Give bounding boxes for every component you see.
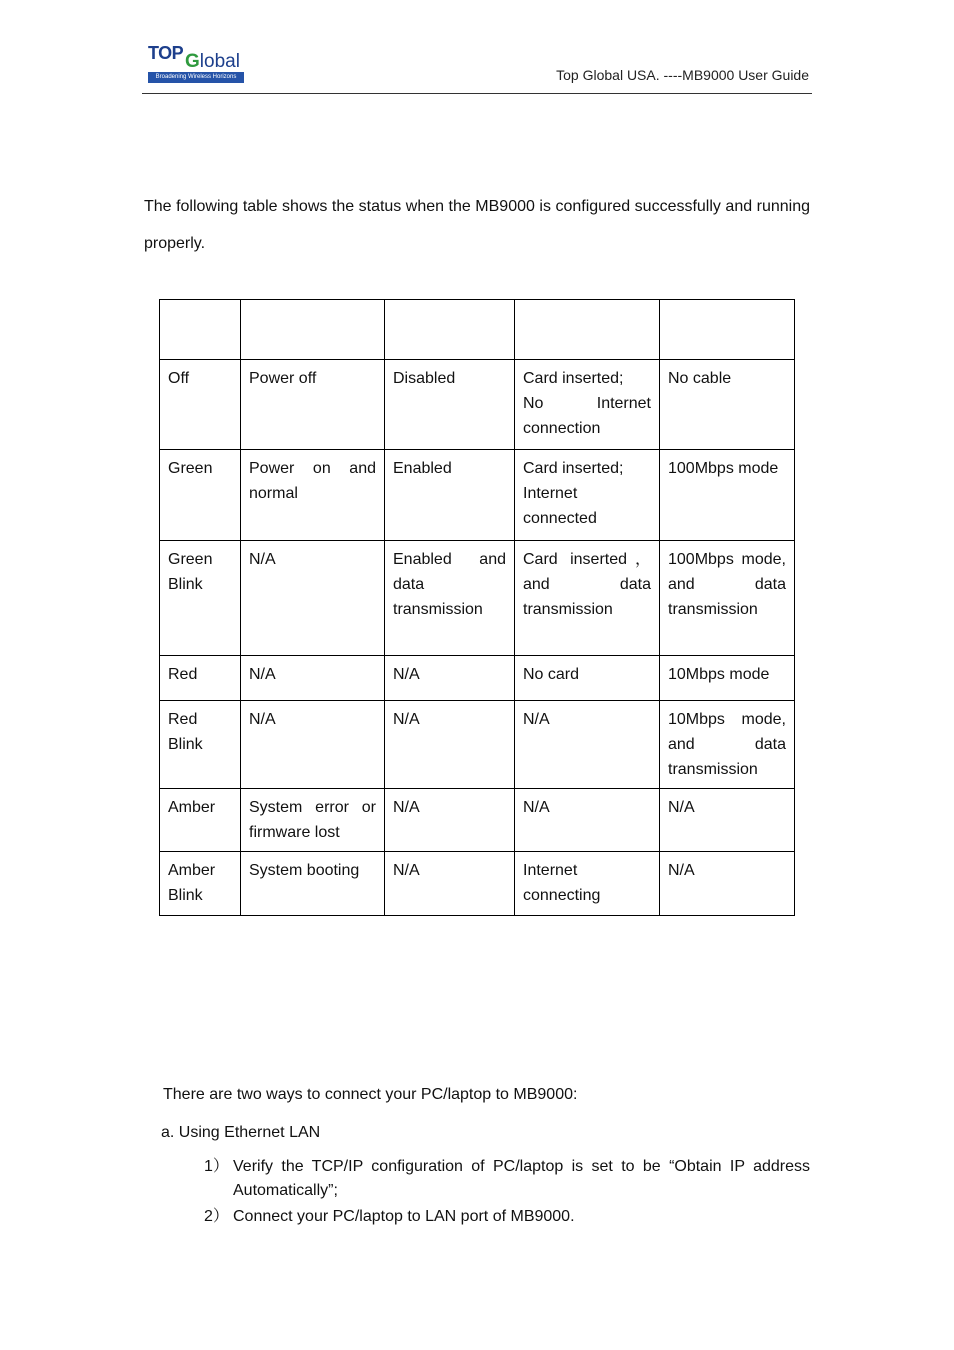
table-row	[160, 789, 795, 852]
option-a-heading: a. Using Ethernet LAN	[161, 1124, 321, 1141]
header-title: Top Global USA. ----MB9000 User Guide	[556, 67, 809, 83]
table-cell: N/A	[385, 656, 515, 701]
table-cell: Red Blink	[160, 701, 241, 789]
list-item-text: Verify the TCP/IP configuration of PC/laptop is set to be “Obtain IP address Automatically”;	[233, 1158, 810, 1199]
list-item-text: Connect your PC/laptop to LAN port of MB9000.	[233, 1208, 575, 1225]
table-cell: N/A	[660, 789, 795, 852]
logo-top-text: TOP	[148, 43, 184, 63]
table-cell: Card inserted; No Internet connection	[515, 360, 660, 450]
table-header-cell	[660, 300, 795, 360]
table-cell: Power off	[241, 360, 385, 450]
table-row	[160, 701, 795, 789]
table-cell: 10Mbps mode, and data transmission	[660, 701, 795, 789]
table-cell: N/A	[515, 701, 660, 789]
table-header-row	[160, 300, 795, 360]
table-cell: Green	[160, 450, 241, 541]
list-item-number: 1）	[204, 1158, 229, 1175]
top-global-logo	[146, 43, 246, 85]
table-cell: Off	[160, 360, 241, 450]
table-cell: 10Mbps mode	[660, 656, 795, 701]
table-row	[160, 541, 795, 656]
table-cell: Red	[160, 656, 241, 701]
table-cell: N/A	[660, 852, 795, 916]
table-cell: Internet connecting	[515, 852, 660, 916]
status-table	[159, 299, 795, 916]
table-cell: Green Blink	[160, 541, 241, 656]
table-row	[160, 360, 795, 450]
logo-tagline: Broadening Wireless Horizons	[148, 72, 244, 83]
table-cell: N/A	[241, 701, 385, 789]
table-cell: N/A	[241, 541, 385, 656]
table-cell: No cable	[660, 360, 795, 450]
table-cell: No card	[515, 656, 660, 701]
table-header-cell	[241, 300, 385, 360]
table-header-cell	[160, 300, 241, 360]
table-header-cell	[385, 300, 515, 360]
table-row	[160, 450, 795, 541]
table-header-cell	[515, 300, 660, 360]
table-cell: Enabled and data transmission	[385, 541, 515, 656]
table-cell: Card inserted， and data transmission	[515, 541, 660, 656]
list-item-number: 2）	[204, 1208, 229, 1225]
table-cell: N/A	[385, 852, 515, 916]
table-cell: N/A	[385, 789, 515, 852]
table-row	[160, 852, 795, 916]
table-cell: N/A	[241, 656, 385, 701]
table-cell: Disabled	[385, 360, 515, 450]
table-cell: Power on and normal	[241, 450, 385, 541]
intro-paragraph: The following table shows the status when the MB9000 is configured successfully and running properly.	[144, 198, 810, 252]
table-row	[160, 656, 795, 701]
table-cell: 100Mbps mode	[660, 450, 795, 541]
table-cell: Enabled	[385, 450, 515, 541]
connect-intro: There are two ways to connect your PC/laptop to MB9000:	[163, 1086, 578, 1103]
table-cell: System booting	[241, 852, 385, 916]
table-cell: 100Mbps mode, and data transmission	[660, 541, 795, 656]
table-cell: System error or firmware lost	[241, 789, 385, 852]
table-cell: N/A	[515, 789, 660, 852]
logo-global-text: Global	[185, 51, 240, 72]
table-cell: Amber Blink	[160, 852, 241, 916]
table-cell: Card inserted; Internet connected	[515, 450, 660, 541]
header-divider	[142, 93, 812, 94]
table-cell: N/A	[385, 701, 515, 789]
table-cell: Amber	[160, 789, 241, 852]
